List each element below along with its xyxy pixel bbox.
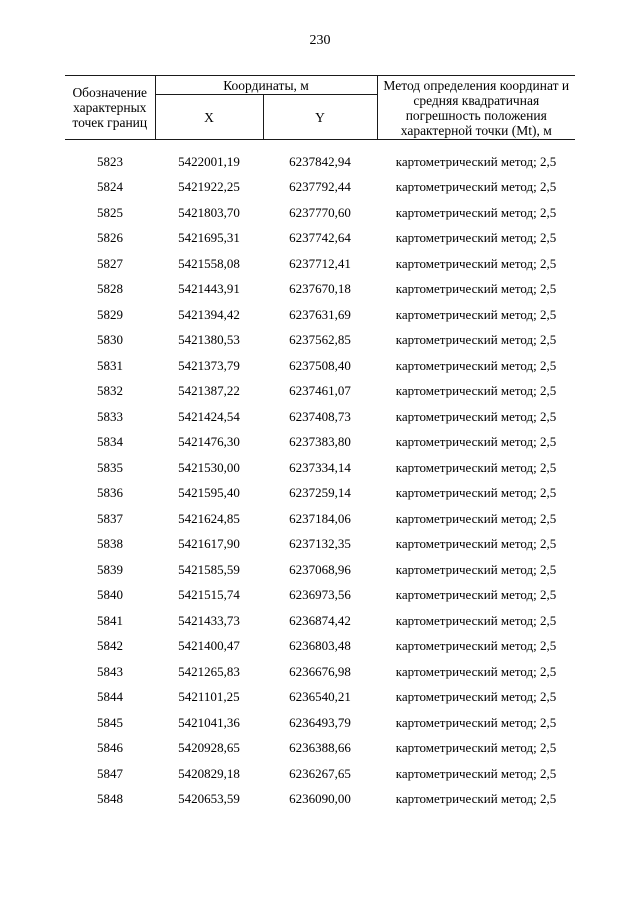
y-coordinate: 6237461,07: [289, 383, 351, 399]
method-value: картометрический метод; 2,5: [395, 510, 557, 526]
method-value: картометрический метод; 2,5: [395, 561, 557, 577]
x-coordinate: 5421424,54: [178, 408, 240, 424]
point-number: 5832: [97, 383, 123, 399]
table-row: [65, 761, 575, 787]
x-coordinate: 5421433,73: [178, 612, 240, 628]
table-row: [65, 226, 575, 252]
point-number: 5847: [97, 765, 123, 781]
point-number: 5844: [97, 689, 123, 705]
header-x-column: X: [155, 95, 263, 140]
table-row: [65, 685, 575, 711]
point-number: 5825: [97, 204, 123, 220]
method-value: картометрический метод; 2,5: [395, 459, 557, 475]
x-coordinate: 5420829,18: [178, 765, 240, 781]
x-coordinate: 5421101,25: [178, 689, 240, 705]
y-coordinate: 6236874,42: [289, 612, 351, 628]
y-coordinate: 6237562,85: [289, 332, 351, 348]
point-number: 5833: [97, 408, 123, 424]
method-value: картометрический метод; 2,5: [395, 536, 557, 552]
x-coordinate: 5421380,53: [178, 332, 240, 348]
table-row: [65, 583, 575, 609]
point-number: 5835: [97, 459, 123, 475]
x-coordinate: 5421595,40: [178, 485, 240, 501]
y-coordinate: 6237259,14: [289, 485, 351, 501]
point-number: 5838: [97, 536, 123, 552]
x-coordinate: 5421387,22: [178, 383, 240, 399]
y-coordinate: 6236267,65: [289, 765, 351, 781]
x-coordinate: 5421803,70: [178, 204, 240, 220]
table-row: [65, 251, 575, 277]
table-row: [65, 608, 575, 634]
x-coordinate: 5420653,59: [178, 791, 240, 807]
y-coordinate: 6237712,41: [289, 255, 351, 271]
method-value: картометрический метод; 2,5: [395, 714, 557, 730]
y-coordinate: 6236493,79: [289, 714, 351, 730]
method-value: картометрический метод; 2,5: [395, 485, 557, 501]
y-coordinate: 6237842,94: [289, 153, 351, 169]
x-coordinate: 5421922,25: [178, 179, 240, 195]
table-row: [65, 659, 575, 685]
table-row: [65, 634, 575, 660]
point-number: 5829: [97, 306, 123, 322]
header-y-column: Y: [263, 95, 377, 140]
coordinates-table: [65, 75, 575, 812]
x-coordinate: 5421617,90: [178, 536, 240, 552]
point-number: 5823: [97, 153, 123, 169]
header-method: Метод определения координат и средняя квадратичная погрешность положения характерной точки (Mt), м: [377, 76, 575, 140]
x-coordinate: 5421041,36: [178, 714, 240, 730]
table-row: [65, 455, 575, 481]
table-row: [65, 736, 575, 762]
x-coordinate: 5421265,83: [178, 663, 240, 679]
method-value: картометрический метод; 2,5: [395, 765, 557, 781]
point-number: 5824: [97, 179, 123, 195]
method-value: картометрический метод; 2,5: [395, 434, 557, 450]
y-coordinate: 6237334,14: [289, 459, 351, 475]
y-coordinate: 6237742,64: [289, 230, 351, 246]
x-coordinate: 5421373,79: [178, 357, 240, 373]
point-number: 5843: [97, 663, 123, 679]
method-value: картометрический метод; 2,5: [395, 408, 557, 424]
y-coordinate: 6236676,98: [289, 663, 351, 679]
x-coordinate: 5420928,65: [178, 740, 240, 756]
point-number: 5848: [97, 791, 123, 807]
point-number: 5841: [97, 612, 123, 628]
table-row: [65, 277, 575, 303]
table-row: [65, 481, 575, 507]
method-value: картометрический метод; 2,5: [395, 383, 557, 399]
y-coordinate: 6236540,21: [289, 689, 351, 705]
y-coordinate: 6237408,73: [289, 408, 351, 424]
x-coordinate: 5421394,42: [178, 306, 240, 322]
table-row: [65, 328, 575, 354]
method-value: картометрический метод; 2,5: [395, 740, 557, 756]
point-number: 5837: [97, 510, 123, 526]
x-coordinate: 5421695,31: [178, 230, 240, 246]
table-row: [65, 404, 575, 430]
point-number: 5839: [97, 561, 123, 577]
method-value: картометрический метод; 2,5: [395, 663, 557, 679]
header-point-designation: Обозначение характерных точек границ: [65, 76, 155, 140]
y-coordinate: 6237508,40: [289, 357, 351, 373]
table-row: [65, 379, 575, 405]
y-coordinate: 6237631,69: [289, 306, 351, 322]
y-coordinate: 6237068,96: [289, 561, 351, 577]
table-row: [65, 506, 575, 532]
point-number: 5840: [97, 587, 123, 603]
method-value: картометрический метод; 2,5: [395, 306, 557, 322]
y-coordinate: 6236973,56: [289, 587, 351, 603]
method-value: картометрический метод; 2,5: [395, 638, 557, 654]
y-coordinate: 6237132,35: [289, 536, 351, 552]
table-row: [65, 353, 575, 379]
y-coordinate: 6237670,18: [289, 281, 351, 297]
point-number: 5830: [97, 332, 123, 348]
x-coordinate: 5421530,00: [178, 459, 240, 475]
table-row: [65, 200, 575, 226]
method-value: картометрический метод; 2,5: [395, 179, 557, 195]
x-coordinate: 5422001,19: [178, 153, 240, 169]
y-coordinate: 6236090,00: [289, 791, 351, 807]
table-header: [65, 76, 575, 140]
point-number: 5828: [97, 281, 123, 297]
method-value: картометрический метод; 2,5: [395, 689, 557, 705]
y-coordinate: 6237792,44: [289, 179, 351, 195]
table-row: [65, 302, 575, 328]
y-coordinate: 6237184,06: [289, 510, 351, 526]
table-row: [65, 175, 575, 201]
table-row: [65, 430, 575, 456]
method-value: картометрический метод; 2,5: [395, 357, 557, 373]
header-coordinates: Координаты, м: [155, 76, 377, 95]
method-value: картометрический метод; 2,5: [395, 791, 557, 807]
table-row: [65, 787, 575, 813]
x-coordinate: 5421558,08: [178, 255, 240, 271]
y-coordinate: 6236388,66: [289, 740, 351, 756]
table-row: [65, 557, 575, 583]
x-coordinate: 5421585,59: [178, 561, 240, 577]
point-number: 5846: [97, 740, 123, 756]
x-coordinate: 5421515,74: [178, 587, 240, 603]
method-value: картометрический метод; 2,5: [395, 153, 557, 169]
page-number: 230: [309, 33, 331, 48]
point-number: 5831: [97, 357, 123, 373]
table-row: [65, 532, 575, 558]
table-row: [65, 140, 575, 175]
method-value: картометрический метод; 2,5: [395, 612, 557, 628]
method-value: картометрический метод; 2,5: [395, 587, 557, 603]
method-value: картометрический метод; 2,5: [395, 230, 557, 246]
point-number: 5827: [97, 255, 123, 271]
y-coordinate: 6237383,80: [289, 434, 351, 450]
x-coordinate: 5421443,91: [178, 281, 240, 297]
point-number: 5836: [97, 485, 123, 501]
y-coordinate: 6236803,48: [289, 638, 351, 654]
point-number: 5845: [97, 714, 123, 730]
table-body: [65, 140, 575, 813]
x-coordinate: 5421400,47: [178, 638, 240, 654]
x-coordinate: 5421476,30: [178, 434, 240, 450]
method-value: картометрический метод; 2,5: [395, 255, 557, 271]
point-number: 5834: [97, 434, 123, 450]
method-value: картометрический метод; 2,5: [395, 281, 557, 297]
point-number: 5842: [97, 638, 123, 654]
x-coordinate: 5421624,85: [178, 510, 240, 526]
method-value: картометрический метод; 2,5: [395, 204, 557, 220]
point-number: 5826: [97, 230, 123, 246]
method-value: картометрический метод; 2,5: [395, 332, 557, 348]
y-coordinate: 6237770,60: [289, 204, 351, 220]
table-row: [65, 710, 575, 736]
